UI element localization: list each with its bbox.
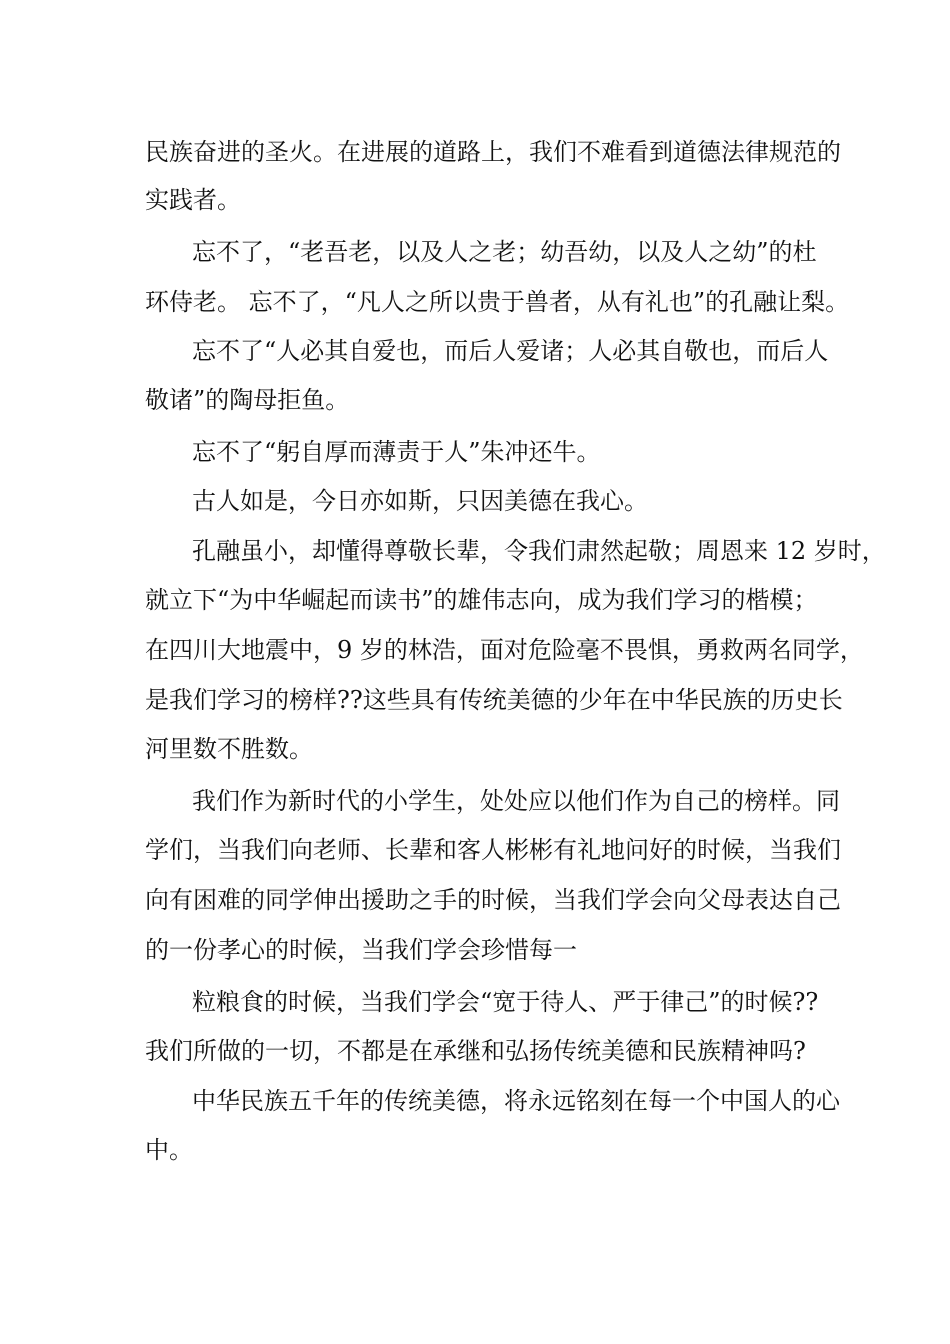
text-line: 实践者。 xyxy=(145,186,241,214)
text-line: 忘不了“躬自厚而薄责于人”朱冲还牛。 xyxy=(192,438,601,466)
text-line: 敬诸”的陶母拒鱼。 xyxy=(145,386,350,414)
text-line: 环侍老。 忘不了，“凡人之所以贵于兽者，从有礼也”的孔融让梨。 xyxy=(145,288,850,316)
text-line: 孔融虽小，却懂得尊敬长辈，令我们肃然起敬；周恩来 12 岁时， xyxy=(192,537,886,565)
text-line: 我们作为新时代的小学生，处处应以他们作为自己的榜样。同 xyxy=(192,787,840,815)
text-line: 粒粮食的时候，当我们学会“宽于待人、严于律己”的时候?? xyxy=(192,988,819,1016)
text-line: 是我们学习的榜样??这些具有传统美德的少年在中华民族的历史长 xyxy=(145,686,843,714)
text-line: 古人如是，今日亦如斯，只因美德在我心。 xyxy=(192,487,648,515)
text-line: 中。 xyxy=(145,1136,193,1164)
text-line: 河里数不胜数。 xyxy=(145,735,313,763)
text-line: 在四川大地震中，9 岁的林浩，面对危险毫不畏惧，勇救两名同学， xyxy=(145,636,864,664)
text-line: 忘不了“人必其自爱也，而后人爱诸；人必其自敬也，而后人 xyxy=(192,337,829,365)
text-line: 的一份孝心的时候，当我们学会珍惜每一 xyxy=(145,936,577,964)
text-line: 就立下“为中华崛起而读书”的雄伟志向，成为我们学习的楷模； xyxy=(145,586,818,614)
text-line: 民族奋进的圣火。在进展的道路上，我们不难看到道德法律规范的 xyxy=(145,138,841,166)
text-line: 向有困难的同学伸出援助之手的时候，当我们学会向父母表达自己 xyxy=(145,886,841,914)
text-line: 中华民族五千年的传统美德，将永远铭刻在每一个中国人的心 xyxy=(192,1087,840,1115)
text-line: 学们，当我们向老师、长辈和客人彬彬有礼地问好的时候，当我们 xyxy=(145,836,841,864)
text-line: 我们所做的一切，不都是在承继和弘扬传统美德和民族精神吗? xyxy=(145,1037,806,1065)
text-line: 忘不了，“老吾老，以及人之老；幼吾幼，以及人之幼”的杜 xyxy=(192,238,817,266)
